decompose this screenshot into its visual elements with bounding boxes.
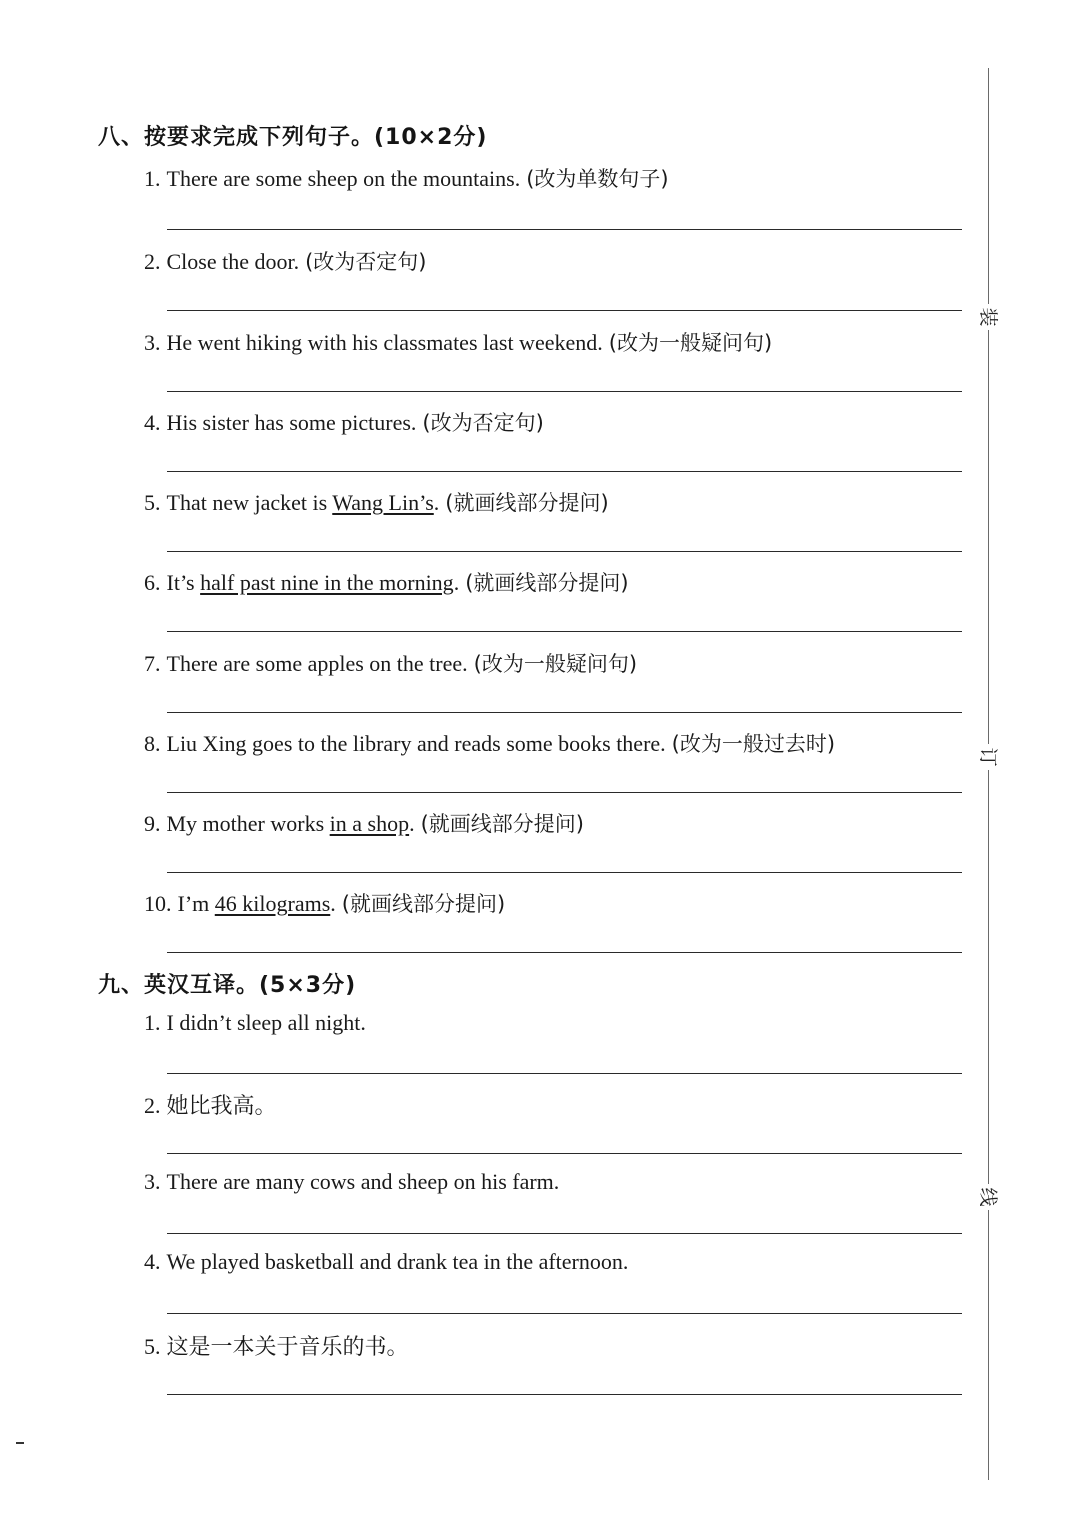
question-text-end: . xyxy=(453,570,460,595)
question-text: His sister has some pictures. xyxy=(166,410,417,435)
s9-question-2 xyxy=(144,1089,277,1120)
s9-question-5 xyxy=(144,1330,409,1361)
s8-question-10 xyxy=(144,888,505,918)
s8-answer-line-3[interactable] xyxy=(167,391,962,392)
s8-answer-line-8[interactable] xyxy=(167,792,962,793)
instruction-note: (改为否定句) xyxy=(422,411,544,435)
s9-answer-line-1[interactable] xyxy=(167,1073,962,1074)
question-number: 1. xyxy=(144,1010,161,1035)
question-text: There are some sheep on the mountains. xyxy=(166,166,521,191)
question-text: He went hiking with his classmates last weekend. xyxy=(166,330,603,355)
question-number: 10. xyxy=(144,891,172,916)
instruction-note: (改为否定句) xyxy=(305,250,427,274)
question-text: 她比我高。 xyxy=(166,1093,277,1118)
underlined-phrase: in a shop xyxy=(329,811,410,836)
s8-question-5 xyxy=(144,487,609,517)
s9-answer-line-5[interactable] xyxy=(167,1394,962,1395)
question-text: My mother works xyxy=(166,811,330,836)
question-text-end: . xyxy=(330,891,336,916)
instruction-note: (改为一般疑问句) xyxy=(608,331,773,355)
binding-label-xian: 线 xyxy=(973,1184,1003,1210)
question-number: 4. xyxy=(144,1249,161,1274)
question-text: 这是一本关于音乐的书。 xyxy=(166,1334,409,1359)
s8-answer-line-6[interactable] xyxy=(167,631,962,632)
instruction-note: (就画线部分提问) xyxy=(341,892,506,916)
question-text-end: . xyxy=(409,811,415,836)
section-9-title: 九、英汉互译。(5×3分) xyxy=(98,973,357,998)
question-number: 5. xyxy=(144,1334,161,1359)
question-text-end: . xyxy=(433,490,440,515)
question-text: Close the door. xyxy=(166,249,300,274)
question-text: That new jacket is xyxy=(166,490,333,515)
question-number: 1. xyxy=(144,166,161,191)
s8-answer-line-2[interactable] xyxy=(167,310,962,311)
binding-label-ding: 订 xyxy=(973,744,1003,770)
question-number: 2. xyxy=(144,1093,161,1118)
question-text: I didn’t sleep all night. xyxy=(166,1010,366,1035)
question-text: It’s xyxy=(166,570,201,595)
s8-answer-line-4[interactable] xyxy=(167,471,962,472)
s8-answer-line-5[interactable] xyxy=(167,551,962,552)
s8-question-2 xyxy=(144,246,427,276)
question-number: 5. xyxy=(144,490,161,515)
underlined-phrase: half past nine in the morning xyxy=(200,570,454,595)
underlined-phrase: 46 kilograms xyxy=(214,891,331,916)
s9-answer-line-3[interactable] xyxy=(167,1233,962,1234)
section-8-title: 八、按要求完成下列句子。(10×2分) xyxy=(98,125,488,150)
s8-answer-line-7[interactable] xyxy=(167,712,962,713)
s8-answer-line-10[interactable] xyxy=(167,952,962,953)
instruction-note: (就画线部分提问) xyxy=(445,491,609,515)
question-text: Liu Xing goes to the library and reads some books there. xyxy=(166,731,666,756)
binding-margin-line xyxy=(988,68,989,1480)
question-text: There are many cows and sheep on his farm. xyxy=(166,1169,560,1194)
question-number: 6. xyxy=(144,570,161,595)
s8-question-1 xyxy=(144,163,669,193)
question-number: 7. xyxy=(144,651,161,676)
s9-question-3 xyxy=(144,1169,559,1195)
instruction-note: (就画线部分提问) xyxy=(420,812,584,836)
s9-answer-line-2[interactable] xyxy=(167,1153,962,1154)
s8-answer-line-9[interactable] xyxy=(167,872,962,873)
instruction-note: (改为一般过去时) xyxy=(671,732,836,756)
question-number: 3. xyxy=(144,330,161,355)
question-text: We played basketball and drank tea in the afternoon. xyxy=(166,1249,629,1274)
s8-question-9 xyxy=(144,808,584,838)
underlined-phrase: Wang Lin’s xyxy=(332,490,434,515)
question-number: 8. xyxy=(144,731,161,756)
instruction-note: (改为一般疑问句) xyxy=(473,652,638,676)
s8-question-4 xyxy=(144,407,544,437)
s8-question-7 xyxy=(144,648,637,678)
s8-answer-line-1[interactable] xyxy=(167,229,962,230)
question-number: 2. xyxy=(144,249,161,274)
s8-question-3 xyxy=(144,327,772,357)
s9-question-4 xyxy=(144,1249,628,1275)
s8-question-8 xyxy=(144,728,835,758)
s8-question-6 xyxy=(144,567,629,597)
question-number: 3. xyxy=(144,1169,161,1194)
question-number: 9. xyxy=(144,811,161,836)
binding-label-zhuang: 装 xyxy=(973,304,1003,330)
question-text: There are some apples on the tree. xyxy=(166,651,468,676)
question-number: 4. xyxy=(144,410,161,435)
s9-answer-line-4[interactable] xyxy=(167,1313,962,1314)
instruction-note: (就画线部分提问) xyxy=(465,571,629,595)
instruction-note: (改为单数句子) xyxy=(526,167,669,191)
page-corner-mark xyxy=(16,1442,24,1444)
question-text: I’m xyxy=(177,891,215,916)
s9-question-1 xyxy=(144,1010,366,1036)
